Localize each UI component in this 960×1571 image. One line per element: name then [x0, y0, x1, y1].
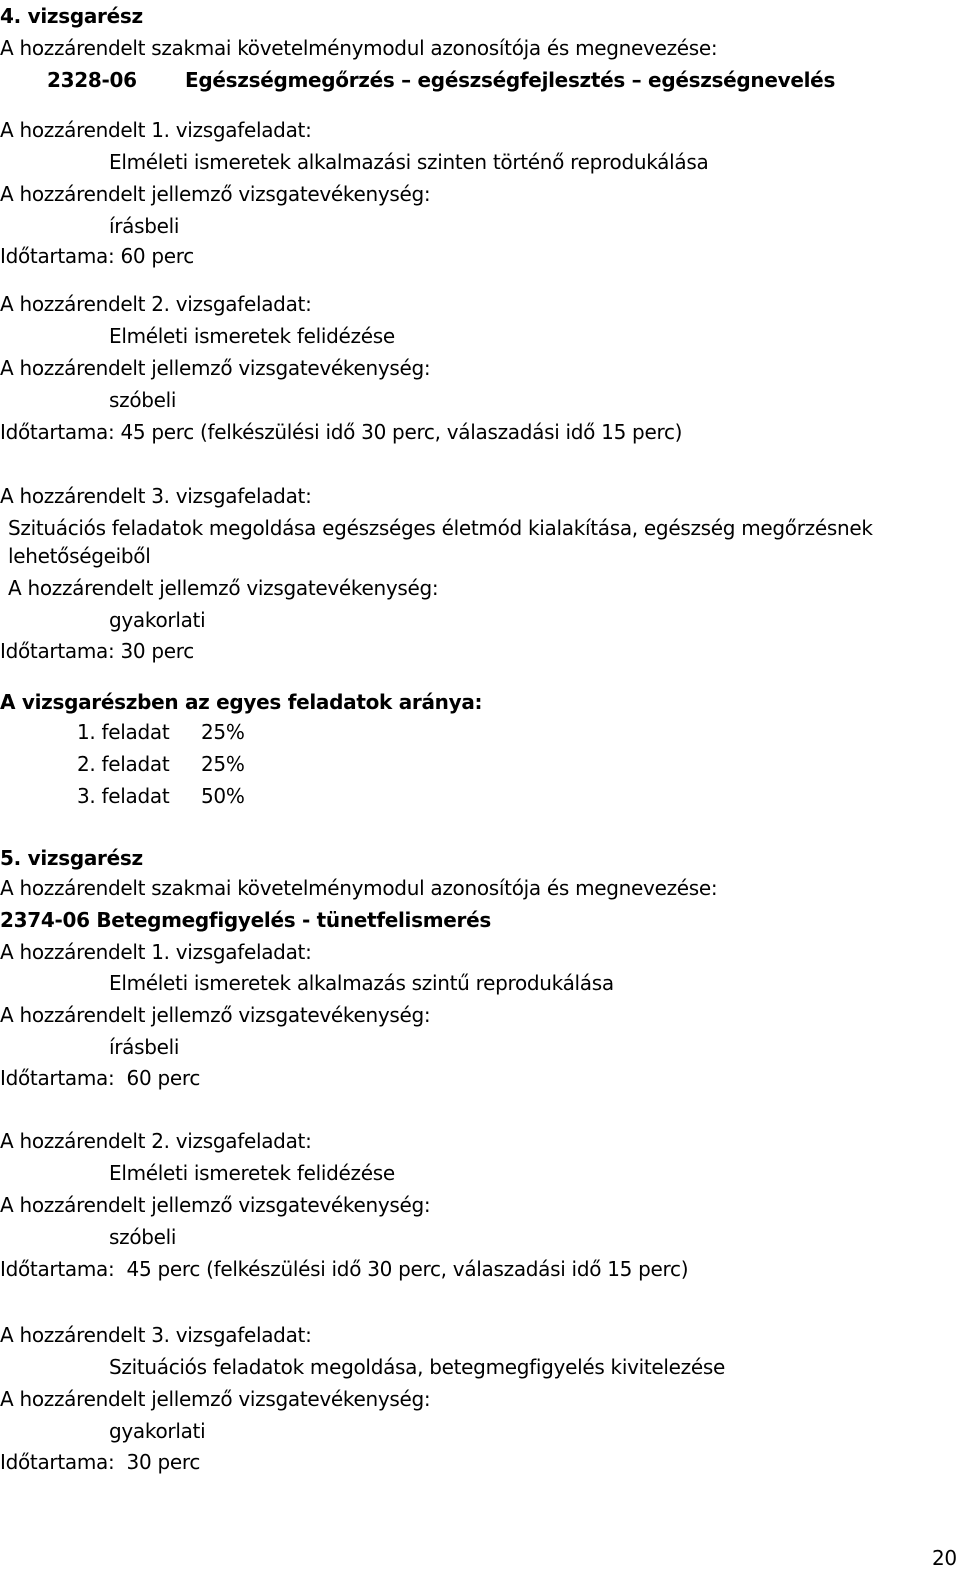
part4-task3-activity: gyakorlati: [109, 608, 206, 632]
ratio-task: 1. feladat: [77, 720, 170, 744]
part4-heading: 4. vizsgarész: [0, 4, 143, 28]
part5-task1-activity-label: A hozzárendelt jellemző vizsgatevékenység:: [0, 1003, 431, 1027]
part4-task3-activity-label: A hozzárendelt jellemző vizsgatevékenység:: [8, 576, 439, 600]
part5-module-intro: A hozzárendelt szakmai követelménymodul azonosítója és megnevezése:: [0, 876, 718, 900]
part4-task1-duration: Időtartama: 60 perc: [0, 244, 194, 268]
part4-task3-name-line2: lehetőségeiből: [8, 544, 151, 568]
part5-task1-label: A hozzárendelt 1. vizsgafeladat:: [0, 940, 312, 964]
ratio-row: [77, 719, 277, 745]
part5-task2-activity-label: A hozzárendelt jellemző vizsgatevékenység:: [0, 1193, 431, 1217]
part4-task2-activity: szóbeli: [109, 388, 177, 412]
part4-task2-activity-label: A hozzárendelt jellemző vizsgatevékenység:: [0, 356, 431, 380]
ratio-percent: 25%: [201, 720, 245, 744]
part5-task2-activity: szóbeli: [109, 1225, 177, 1249]
part4-task1-activity-label: A hozzárendelt jellemző vizsgatevékenység:: [0, 182, 431, 206]
part5-task3-label: A hozzárendelt 3. vizsgafeladat:: [0, 1323, 312, 1347]
part4-task3-name-line1: Szituációs feladatok megoldása egészséges életmód kialakítása, egészség megőrzésnek: [8, 516, 873, 540]
part5-task3-activity: gyakorlati: [109, 1419, 206, 1443]
part5-task2-name: Elméleti ismeretek felidézése: [109, 1161, 395, 1185]
part5-module-title: 2374-06 Betegmegfigyelés - tünetfelismerés: [0, 908, 491, 932]
part4-module-intro: A hozzárendelt szakmai követelménymodul azonosítója és megnevezése:: [0, 36, 718, 60]
part5-task3-duration: Időtartama: 30 perc: [0, 1450, 201, 1474]
ratio-task: 3. feladat: [77, 784, 170, 808]
part5-task1-duration: Időtartama: 60 perc: [0, 1066, 201, 1090]
part4-task3-duration: Időtartama: 30 perc: [0, 639, 194, 663]
part4-task1-activity: írásbeli: [109, 214, 180, 238]
part5-task1-activity: írásbeli: [109, 1035, 180, 1059]
part5-task2-label: A hozzárendelt 2. vizsgafeladat:: [0, 1129, 312, 1153]
part4-task3-label: A hozzárendelt 3. vizsgafeladat:: [0, 484, 312, 508]
ratio-percent: 50%: [201, 784, 245, 808]
part4-task1-label: A hozzárendelt 1. vizsgafeladat:: [0, 118, 312, 142]
part4-module-name: Egészségmegőrzés – egészségfejlesztés – egészségnevelés: [185, 68, 836, 92]
part5-heading: 5. vizsgarész: [0, 846, 143, 870]
part5-task3-name: Szituációs feladatok megoldása, betegmegfigyelés kivitelezése: [109, 1355, 725, 1379]
ratio-percent: 25%: [201, 752, 245, 776]
part5-task1-name: Elméleti ismeretek alkalmazás szintű reprodukálása: [109, 971, 614, 995]
part4-task2-label: A hozzárendelt 2. vizsgafeladat:: [0, 292, 312, 316]
part4-task2-name: Elméleti ismeretek felidézése: [109, 324, 395, 348]
ratio-row: [77, 751, 277, 777]
part5-task3-activity-label: A hozzárendelt jellemző vizsgatevékenység:: [0, 1387, 431, 1411]
part4-task1-name: Elméleti ismeretek alkalmazási szinten történő reprodukálása: [109, 150, 709, 174]
part4-module-code: 2328-06: [47, 68, 137, 92]
page-number: 20: [932, 1546, 957, 1570]
part4-task2-duration: Időtartama: 45 perc (felkészülési idő 30 perc, válaszadási idő 15 perc): [0, 420, 683, 444]
part4-ratio-heading: A vizsgarészben az egyes feladatok aránya:: [0, 690, 483, 714]
ratio-task: 2. feladat: [77, 752, 170, 776]
ratio-row: [77, 783, 277, 809]
part5-task2-duration: Időtartama: 45 perc (felkészülési idő 30 perc, válaszadási idő 15 perc): [0, 1257, 689, 1281]
